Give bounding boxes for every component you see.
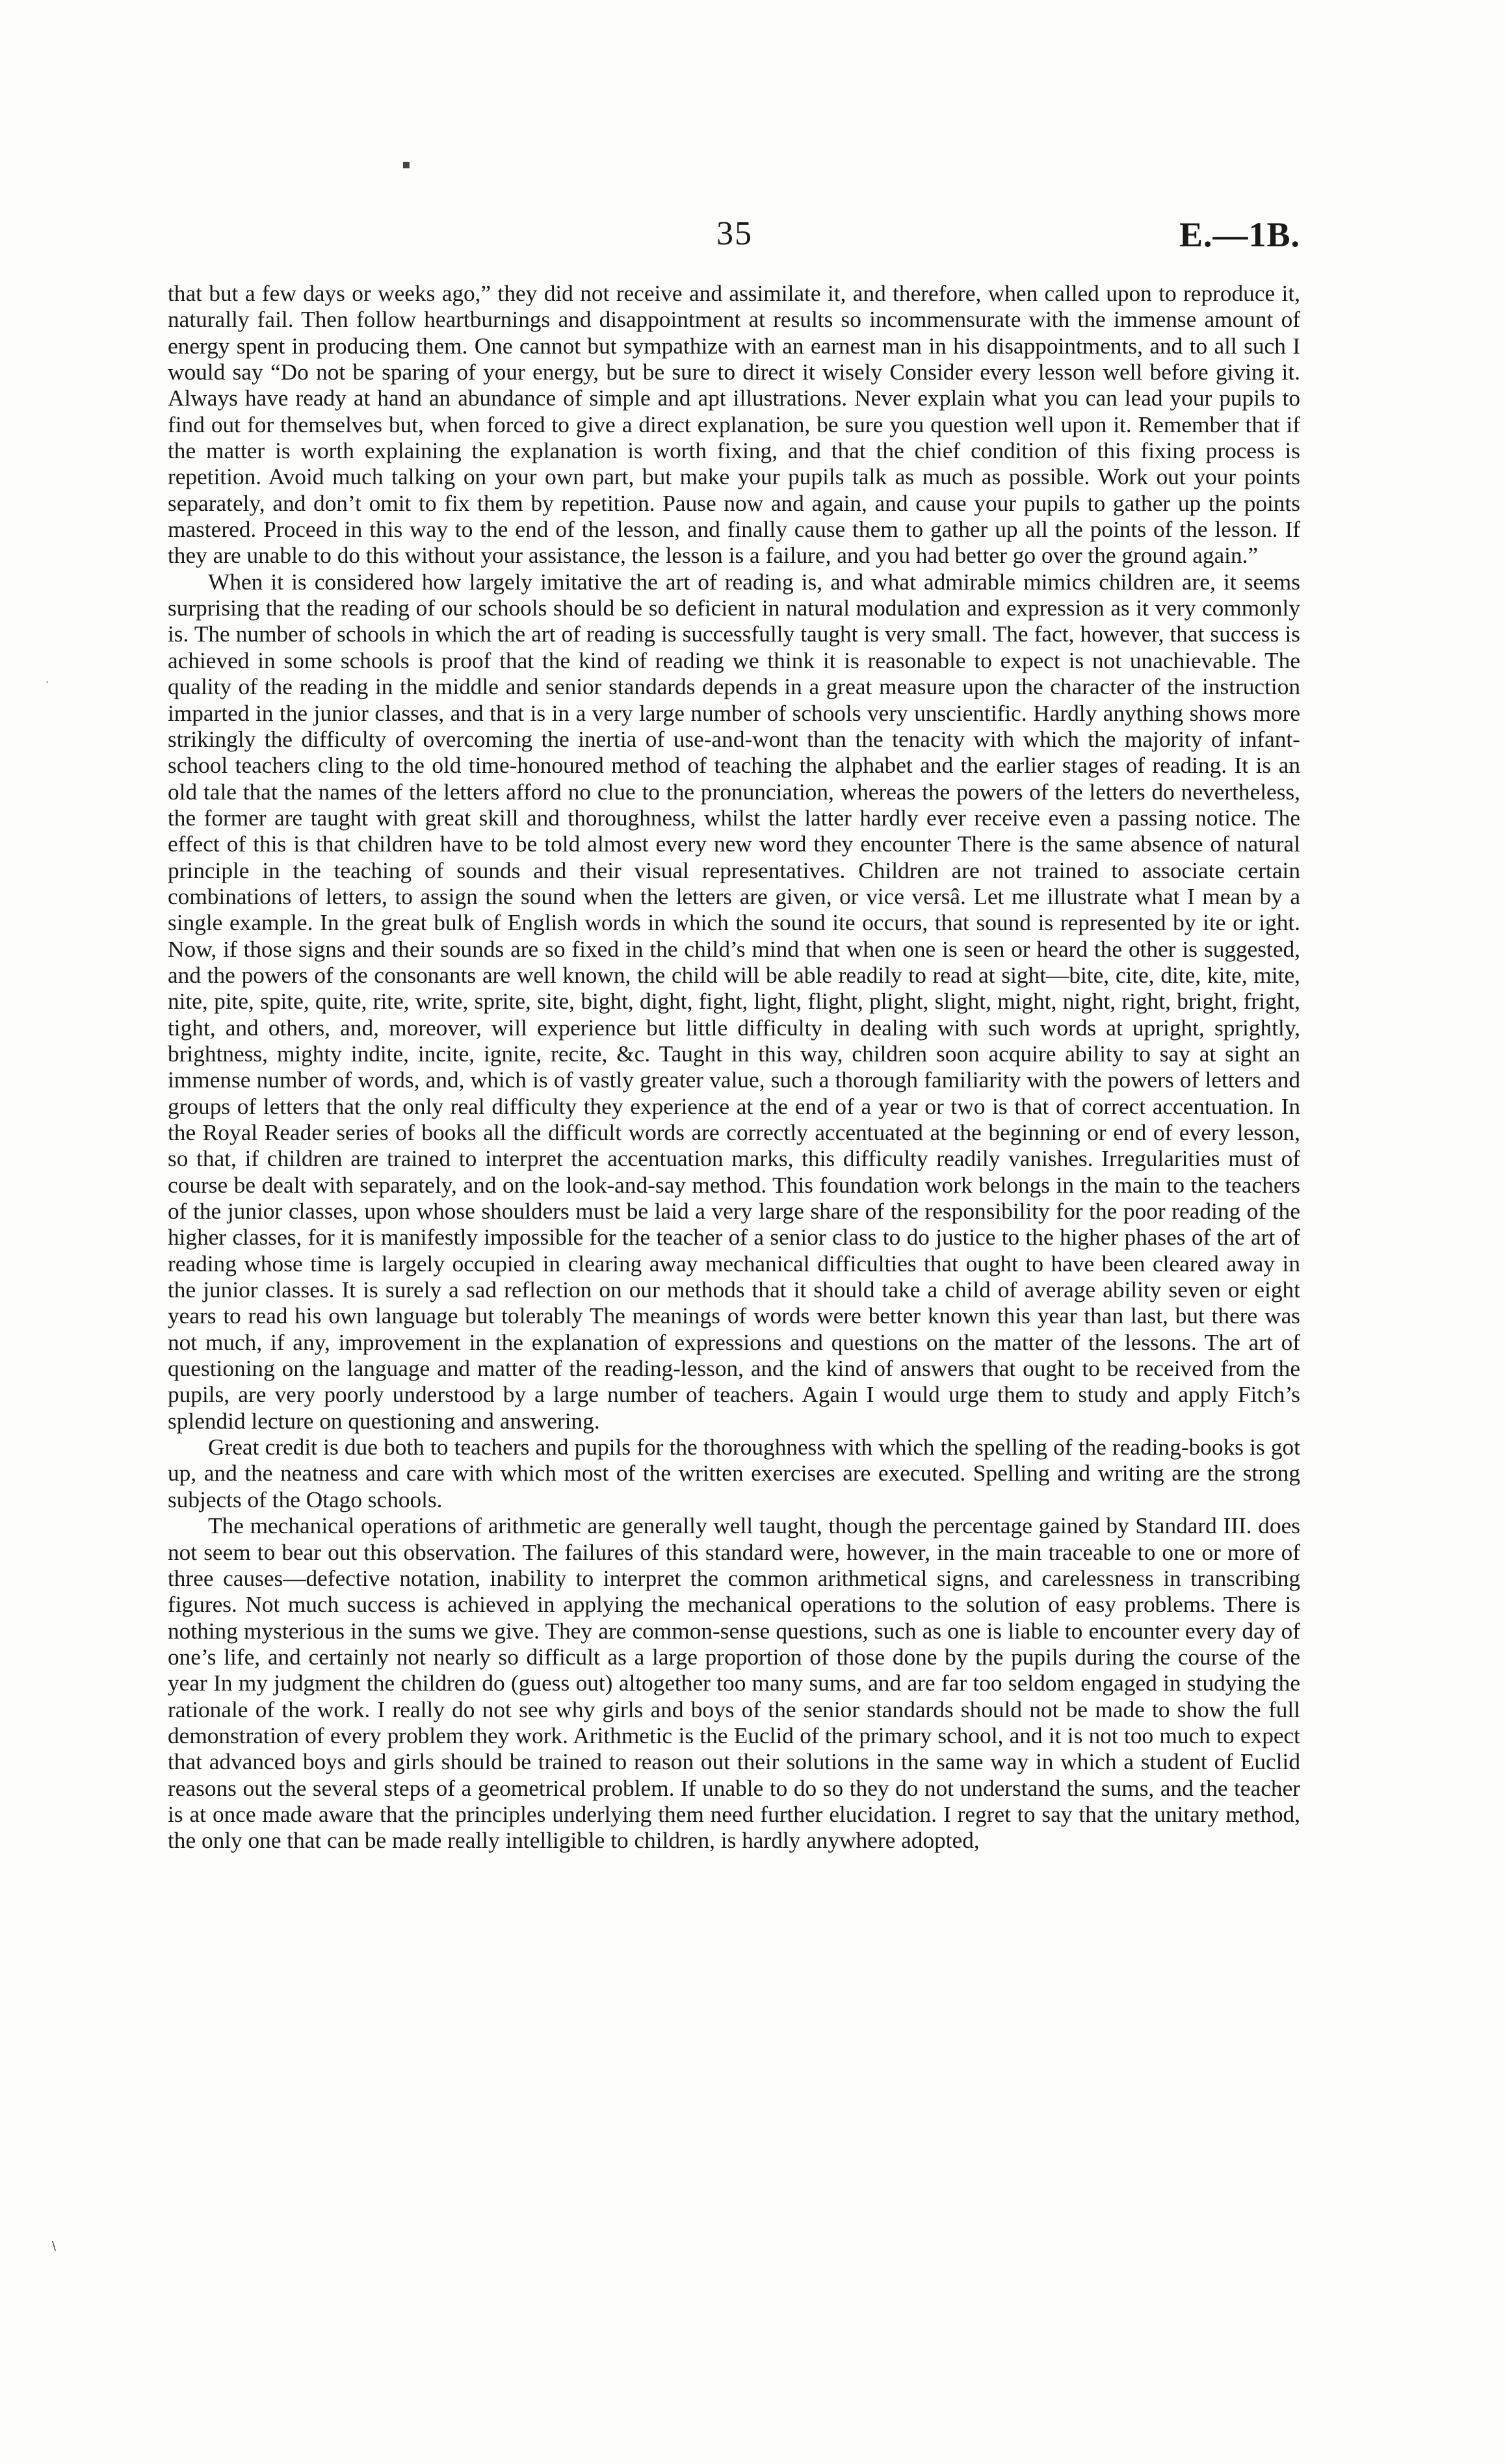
- paragraph: When it is considered how largely imitative the art of reading is, and what admirable mimics children are, it seems surprising that the reading of our schools should be so deficient in natural modulation and expression as it very commonly is. The number of schools in which the art of reading is successfully taught is very small. The fact, however, that success is achieved in some schools is proof that the kind of reading we think it is reasonable to expect is not unachievable. The quality of the reading in the middle and senior standards depends in a great measure upon the character of the instruction imparted in the junior classes, and that is in a very large number of schools very unscientific. Hardly anything shows more strikingly the difficulty of overcoming the inertia of use-and-wont than the tenacity with which the majority of infant-school teachers cling to the old time-honoured method of teaching the alphabet and the earlier stages of reading. It is an old tale that the names of the letters afford no clue to the pronunciation, whereas the powers of the letters do nevertheless, the former are taught with great skill and thoroughness, whilst the latter hardly ever receive even a passing notice. The effect of this is that children have to be told almost every new word they encounter There is the same absence of natural principle in the teaching of sounds and their visual representatives. Children are not trained to associate certain combinations of letters, to assign the sound when the letters are given, or vice versâ. Let me illustrate what I mean by a single example. In the great bulk of English words in which the sound ite occurs, that sound is represented by ite or ight. Now, if those signs and their sounds are so fixed in the child’s mind that when one is seen or heard the other is suggested, and the powers of the consonants are well known, the child will be able readily to read at sight—bite, cite, dite, kite, mite, nite, pite, spite, quite, rite, write, sprite, site, bight, dight, fight, light, flight, plight, slight, might, night, right, bright, fright, tight, and others, and, moreover, will experience but little difficulty in dealing with such words at upright, sprightly, brightness, mighty indite, incite, ignite, recite, &c. Taught in this way, children soon acquire ability to say at sight an immense number of words, and, which is of vastly greater value, such a thorough familiarity with the powers of letters and groups of letters that the only real difficulty they experience at the end of a year or two is that of correct accentuation. In the Royal Reader series of books all the difficult words are correctly accentuated at the beginning or end of every lesson, so that, if children are trained to interpret the accentuation marks, this difficulty readily vanishes. Irregularities must of course be dealt with separately, and on the look-and-say method. This foundation work belongs in the main to the teachers of the junior classes, upon whose shoulders must be laid a very large share of the responsibility for the poor reading of the higher classes, for it is manifestly impossible for the teacher of a senior class to do justice to the higher phases of the art of reading whose time is largely occupied in clearing away mechanical difficulties that ought to have been cleared away in the junior classes. It is surely a sad reflection on our methods that it should take a child of average ability seven or eight years to read his own language but tolerably The meanings of words were better known this year than last, but there was not much, if any, improvement in the explanation of expressions and questions on the matter of the lessons. The art of questioning on the language and matter of the reading-lesson, and the kind of answers that ought to be received from the pupils, are very poorly understood by a large number of teachers. Again I would urge them to study and apply Fitch’s splendid lecture on questioning and answering.: [168, 569, 1300, 1434]
- stray-mark: ·: [46, 676, 49, 688]
- document-reference: E.—1B.: [1179, 215, 1300, 254]
- page-number: 35: [716, 215, 753, 252]
- page-header: [169, 214, 1300, 260]
- paragraph: Great credit is due both to teachers and pupils for the thoroughness with which the spelling of the reading-books is got up, and the neatness and care with which most of the written exercises are executed. Spelling and writing are the strong subjects of the Otago schools.: [168, 1434, 1300, 1512]
- paragraph: The mechanical operations of arithmetic are generally well taught, though the percentage gained by Standard III. does not seem to bear out this observation. The failures of this standard were, however, in the main traceable to one or more of three causes—defective notation, inability to interpret the common arithmetical signs, and carelessness in transcribing figures. Not much success is achieved in applying the mechanical operations to the solution of easy problems. There is nothing mysterious in the sums we give. They are common-sense questions, such as one is liable to encounter every day of one’s life, and certainly not nearly so difficult as a large proportion of those done by the pupils during the course of the year In my judgment the children do (guess out) altogether too many sums, and are far too seldom engaged in studying the rationale of the work. I really do not see why girls and boys of the senior standards should not be made to show the full demonstration of every problem they work. Arithmetic is the Euclid of the primary school, and it is not too much to expect that advanced boys and girls should be trained to reason out their solutions in the same way in which a student of Euclid reasons out the several steps of a geometrical problem. If unable to do so they do not understand the sums, and the teacher is at once made aware that the principles underlying them need further elucidation. I regret to say that the unitary method, the only one that can be made really intelligible to children, is hardly anywhere adopted,: [168, 1513, 1300, 1854]
- stray-mark: \: [52, 2239, 57, 2253]
- stray-mark: ▪: [402, 156, 411, 172]
- paragraph: that but a few days or weeks ago,” they did not receive and assimilate it, and therefore, when called upon to reproduce it, naturally fail. Then follow heartburnings and disappointment at results so incommensurate with the immense amount of energy spent in producing them. One cannot but sympathize with an earnest man in his disappointments, and to all such I would say “Do not be sparing of your energy, but be sure to direct it wisely Consider every lesson well before giving it. Always have ready at hand an abundance of simple and apt illustrations. Never explain what you can lead your pupils to find out for themselves but, when forced to give a direct explanation, be sure you question well upon it. Remember that if the matter is worth explaining the explanation is worth fixing, and that the chief condition of this fixing process is repetition. Avoid much talking on your own part, but make your pupils talk as much as possible. Work out your points separately, and don’t omit to fix them by repetition. Pause now and again, and cause your pupils to gather up the points mastered. Proceed in this way to the end of the lesson, and finally cause them to gather up all the points of the lesson. If they are unable to do this without your assistance, the lesson is a failure, and you had better go over the ground again.”: [168, 281, 1300, 569]
- body-text: [168, 281, 1300, 1854]
